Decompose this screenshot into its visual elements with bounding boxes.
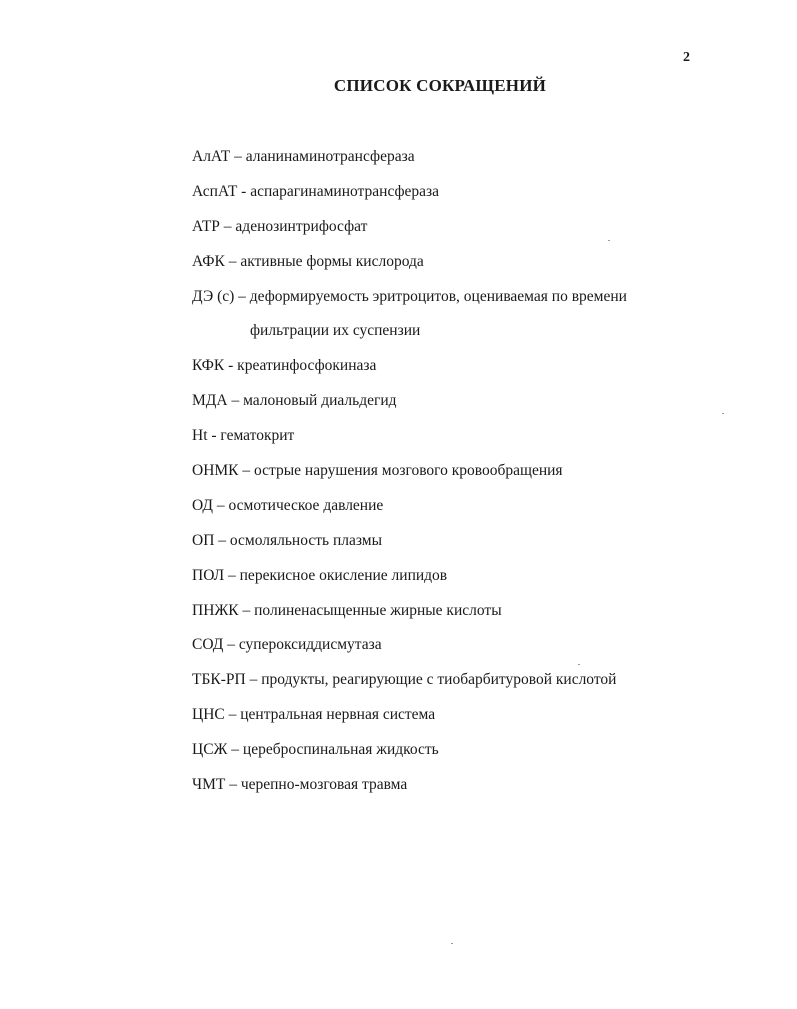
separator: –: [238, 462, 255, 480]
definition: аденозинтрифосфат: [235, 217, 368, 235]
abbreviation: ДЭ (с): [192, 287, 235, 305]
definition: гематокрит: [220, 427, 295, 445]
abbreviation: МДА: [192, 392, 228, 410]
separator: –: [224, 566, 240, 584]
definition: цереброспинальная жидкость: [242, 741, 439, 759]
separator: –: [214, 531, 230, 549]
list-item: [192, 600, 627, 635]
list-item: [192, 669, 627, 704]
abbreviation: КФК: [192, 357, 225, 375]
abbreviation: Ht: [192, 427, 208, 445]
list-item: [192, 355, 627, 390]
abbreviation: СОД: [192, 636, 224, 654]
definition: продукты, реагирующие с тиобарбитуровой кислотой: [261, 671, 617, 689]
list-item: [192, 460, 627, 495]
list-item: [192, 251, 627, 286]
definition: острые нарушения мозгового кровообращения: [254, 462, 563, 480]
separator: –: [227, 741, 243, 759]
definition: активные формы кислорода: [240, 252, 424, 270]
list-item: [192, 774, 627, 809]
separator: –: [230, 148, 246, 165]
separator: –: [224, 252, 241, 270]
list-item: [192, 146, 627, 181]
separator: –: [238, 601, 255, 619]
list-item: [192, 530, 627, 565]
definition: осмоляльность плазмы: [229, 531, 382, 549]
definition: креатинфосфокиназа: [237, 357, 377, 375]
definition: осмотическое давление: [228, 496, 384, 514]
abbreviation: АспАТ: [192, 182, 238, 200]
separator: –: [213, 496, 229, 514]
list-item: [192, 286, 627, 321]
separator: –: [245, 671, 262, 689]
definition: супероксиддисмутаза: [238, 636, 382, 654]
abbreviation: ПОЛ: [192, 566, 225, 584]
scan-speck: [451, 943, 453, 944]
list-item: [192, 216, 627, 251]
abbreviation-list: [192, 146, 627, 809]
separator: –: [224, 706, 241, 724]
list-item: [192, 181, 627, 216]
definition: перекисное окисление липидов: [239, 566, 448, 584]
definition: центральная нервная система: [240, 706, 436, 724]
abbreviation: ОД: [192, 496, 213, 514]
separator: -: [207, 427, 221, 445]
definition-continuation: фильтрации их суспензии: [250, 322, 421, 340]
list-item: [192, 425, 627, 460]
separator: -: [237, 182, 251, 200]
abbreviation: ЧМТ: [192, 776, 226, 794]
list-item: [192, 495, 627, 530]
abbreviation: ОП: [192, 531, 215, 549]
separator: –: [225, 776, 241, 794]
definition: черепно-мозговая травма: [240, 776, 408, 794]
list-item: [192, 739, 627, 774]
separator: –: [227, 392, 244, 410]
page-number: 2: [683, 50, 690, 65]
abbreviation: АФК: [192, 252, 225, 270]
definition: аланинаминотрансфераза: [245, 148, 415, 165]
separator: –: [234, 287, 250, 305]
page-title: СПИСОК СОКРАЩЕНИЙ: [333, 76, 547, 95]
separator: –: [223, 636, 239, 654]
definition: деформируемость эритроцитов, оцениваемая по времени: [249, 287, 627, 305]
separator: -: [224, 357, 238, 375]
definition: аспарагинаминотрансфераза: [250, 182, 440, 200]
list-item-continuation: [192, 320, 627, 355]
scan-speck: [578, 664, 580, 665]
abbreviation: АТР: [192, 217, 220, 235]
list-item: [192, 704, 627, 739]
abbreviation: ПНЖК: [192, 601, 239, 619]
list-item: [192, 565, 627, 600]
abbreviation: ЦСЖ: [192, 741, 228, 759]
abbreviation: ТБК-РП: [192, 671, 246, 689]
abbreviation: АлАТ: [192, 148, 231, 165]
definition: малоновый диальдегид: [243, 392, 397, 410]
abbreviation: ЦНС: [192, 706, 225, 724]
scan-speck: [722, 413, 724, 414]
list-item: [192, 390, 627, 425]
definition: полиненасыщенные жирные кислоты: [254, 601, 502, 619]
scan-speck: [608, 240, 610, 241]
list-item: [192, 634, 627, 669]
abbreviation: ОНМК: [192, 462, 239, 480]
separator: –: [219, 217, 236, 235]
